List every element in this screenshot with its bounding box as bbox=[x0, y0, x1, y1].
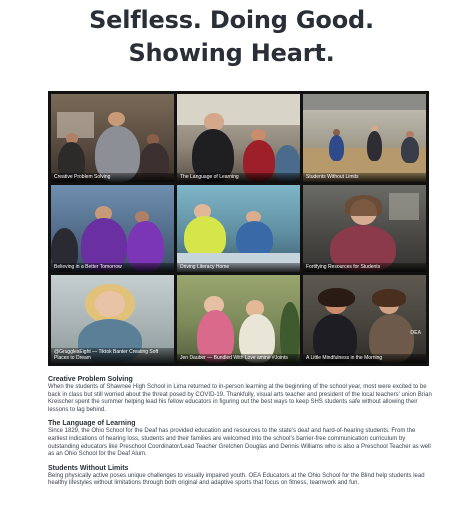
video-tile-fortifying-resources-for-students[interactable] bbox=[303, 185, 426, 273]
video-tile-driving-literacy-home[interactable] bbox=[177, 185, 300, 273]
video-caption: Creative Problem Solving bbox=[51, 173, 174, 182]
video-tile-tiktok-banter[interactable] bbox=[51, 275, 174, 363]
video-caption: Jen Dauber — Bundled With Love amine #Joints bbox=[177, 354, 300, 363]
section-title: Creative Problem Solving bbox=[48, 376, 133, 383]
video-tile-bundled-with-love[interactable] bbox=[177, 275, 300, 363]
video-caption: @GrugglesEight — Tiktok Banter Creating Soft Places to Dream bbox=[51, 348, 174, 363]
video-thumbnail-image bbox=[303, 275, 426, 363]
section-title: The Language of Learning bbox=[48, 420, 136, 428]
story-sections bbox=[48, 375, 436, 493]
video-gallery bbox=[48, 91, 429, 366]
page-headline bbox=[0, 4, 463, 70]
video-caption: Believing in a Better Tomorrow bbox=[51, 263, 174, 272]
video-caption: Fortifying Resources for Students bbox=[303, 263, 426, 272]
video-caption: A Little Mindfulness in the Morning bbox=[303, 354, 426, 363]
video-thumbnail-image bbox=[177, 275, 300, 363]
story-section bbox=[48, 464, 436, 488]
oea-watermark: OEA bbox=[410, 329, 422, 336]
video-thumbnail-image bbox=[177, 185, 300, 273]
story-section bbox=[48, 375, 436, 414]
section-body: When the students of Shawnee High School in Lima returned to in-person learning at the beginning of the school year, most were excited to be back in class but still worried about the threat posed by COVID-19. Thankfully, visual arts teacher and president of the local teachers' union Brian Kreischer spent the summer helping lead his fellow educators in figuring out the best ways to keep SHS students safe without allowing their lessons to lag behind. bbox=[48, 384, 432, 413]
video-thumbnail-image bbox=[303, 185, 426, 273]
video-tile-believing-in-a-better-tomorrow[interactable] bbox=[51, 185, 174, 273]
video-tile-creative-problem-solving[interactable] bbox=[51, 94, 174, 182]
section-body: Since 1829, the Ohio School for the Deaf has provided education and resources to the state's deaf and hard-of-hearing students. From the earliest indications of hearing loss, students and their families are welcomed into the school's barrier-free communication curriculum by outstanding educators like Preschool Coordinator/Lead Teacher Gretchen Douglas and Dennis Williams who is also a Preschool Teacher as well as an Ohio School for the Deaf Alum. bbox=[48, 428, 431, 458]
video-thumbnail-image bbox=[177, 94, 300, 182]
video-tile-students-without-limits[interactable] bbox=[303, 94, 426, 182]
story-section bbox=[48, 419, 436, 458]
video-thumbnail-image bbox=[51, 94, 174, 182]
video-tile-mindfulness-in-the-morning[interactable] bbox=[303, 275, 426, 363]
headline-line-2: Showing Heart. bbox=[128, 39, 335, 67]
video-tile-language-of-learning[interactable] bbox=[177, 94, 300, 182]
video-caption: Driving Literacy Home bbox=[177, 263, 300, 272]
headline-line-1: Selfless. Doing Good. bbox=[89, 6, 374, 34]
section-body: Being physically active poses unique challenges to visually impaired youth. OEA Educators at the Ohio School for the Blind help students lead healthy lifestyles without limitations through both original and adaptive sports that focus on fitness, teamwork and fun. bbox=[48, 472, 425, 487]
video-thumbnail-image bbox=[51, 185, 174, 273]
video-caption: Students Without Limits bbox=[303, 173, 426, 182]
video-thumbnail-image bbox=[303, 94, 426, 182]
video-caption: The Language of Learning bbox=[177, 173, 300, 182]
section-title: Students Without Limits bbox=[48, 464, 129, 472]
